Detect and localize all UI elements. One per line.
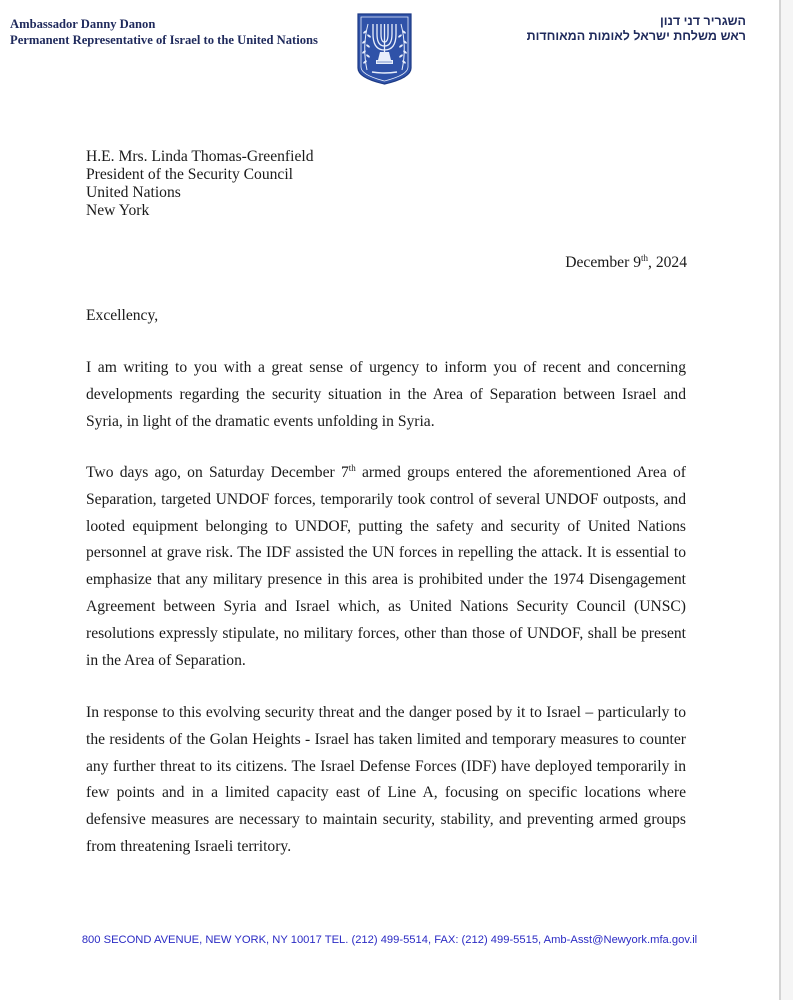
page-edge-divider: [779, 0, 793, 1000]
recipient-organization: United Nations: [86, 184, 181, 201]
ambassador-title-hebrew: ראש משלחת ישראל לאומות המאוחדות: [526, 29, 746, 43]
paragraph-2-start: Two days ago, on Saturday December 7: [86, 464, 349, 481]
date-year: , 2024: [648, 254, 687, 271]
date-prefix: December 9: [565, 254, 641, 271]
ambassador-name: Ambassador Danny Danon: [10, 17, 156, 31]
letterhead-english: [10, 16, 318, 48]
recipient-address-block: [86, 148, 314, 220]
recipient-name: H.E. Mrs. Linda Thomas-Greenfield: [86, 148, 314, 165]
letter-date: [565, 254, 687, 272]
salutation: Excellency,: [86, 307, 159, 324]
ordinal-suffix: th: [348, 462, 356, 473]
recipient-title: President of the Security Council: [86, 166, 294, 183]
letterhead-hebrew: [527, 14, 746, 44]
body-paragraph-2: [86, 460, 686, 674]
date-ordinal-suffix: th: [641, 252, 649, 263]
body-paragraph-3: In response to this evolving security threat and the danger posed by it to Israel – particularly to the residents of the Golan Heights - Israel has taken limited and temporary measures to counter any further threat to its citizens. The Israel Defense Forces (IDF) have deployed temporarily in few points and in a limited capacity east of Line A, focusing on specific locations where defensive measures are necessary to maintain security, stability, and preventing armed groups from threatening Israeli territory.: [86, 704, 686, 855]
body-paragraph-1: I am writing to you with a great sense of urgency to inform you of recent and concerning developments regarding the security situation in the Area of Separation between Israel and Syria, in light of the dramatic events unfolding in Syria.: [86, 359, 686, 430]
ambassador-title: Permanent Representative of Israel to the United Nations: [10, 33, 318, 47]
recipient-city: New York: [86, 202, 150, 219]
emblem-of-israel-icon: [356, 12, 413, 86]
ambassador-name-hebrew: השגריר דני דנון: [659, 14, 746, 28]
footer-address: 800 SECOND AVENUE, NEW YORK, NY 10017 TEL. (212) 499-5514, FAX: (212) 499-5515, Amb-Asst@Newyork.mfa.gov.il: [81, 934, 698, 946]
paragraph-2-rest: armed groups entered the aforementioned Area of Separation, targeted UNDOF forces, temporarily took control of several UNDOF outposts, and looted equipment belonging to UNDOF, putting the safety and security of United Nations personnel at grave risk. The IDF assisted the UN forces in repelling the attack. It is essential to emphasize that any military presence in this area is prohibited under the 1974 Disengagement Agreement between Syria and Israel which, as United Nations Security Council (UNSC) resolutions expressly stipulate, no military forces, other than those of UNDOF, shall be present in the Area of Separation.: [86, 464, 686, 669]
